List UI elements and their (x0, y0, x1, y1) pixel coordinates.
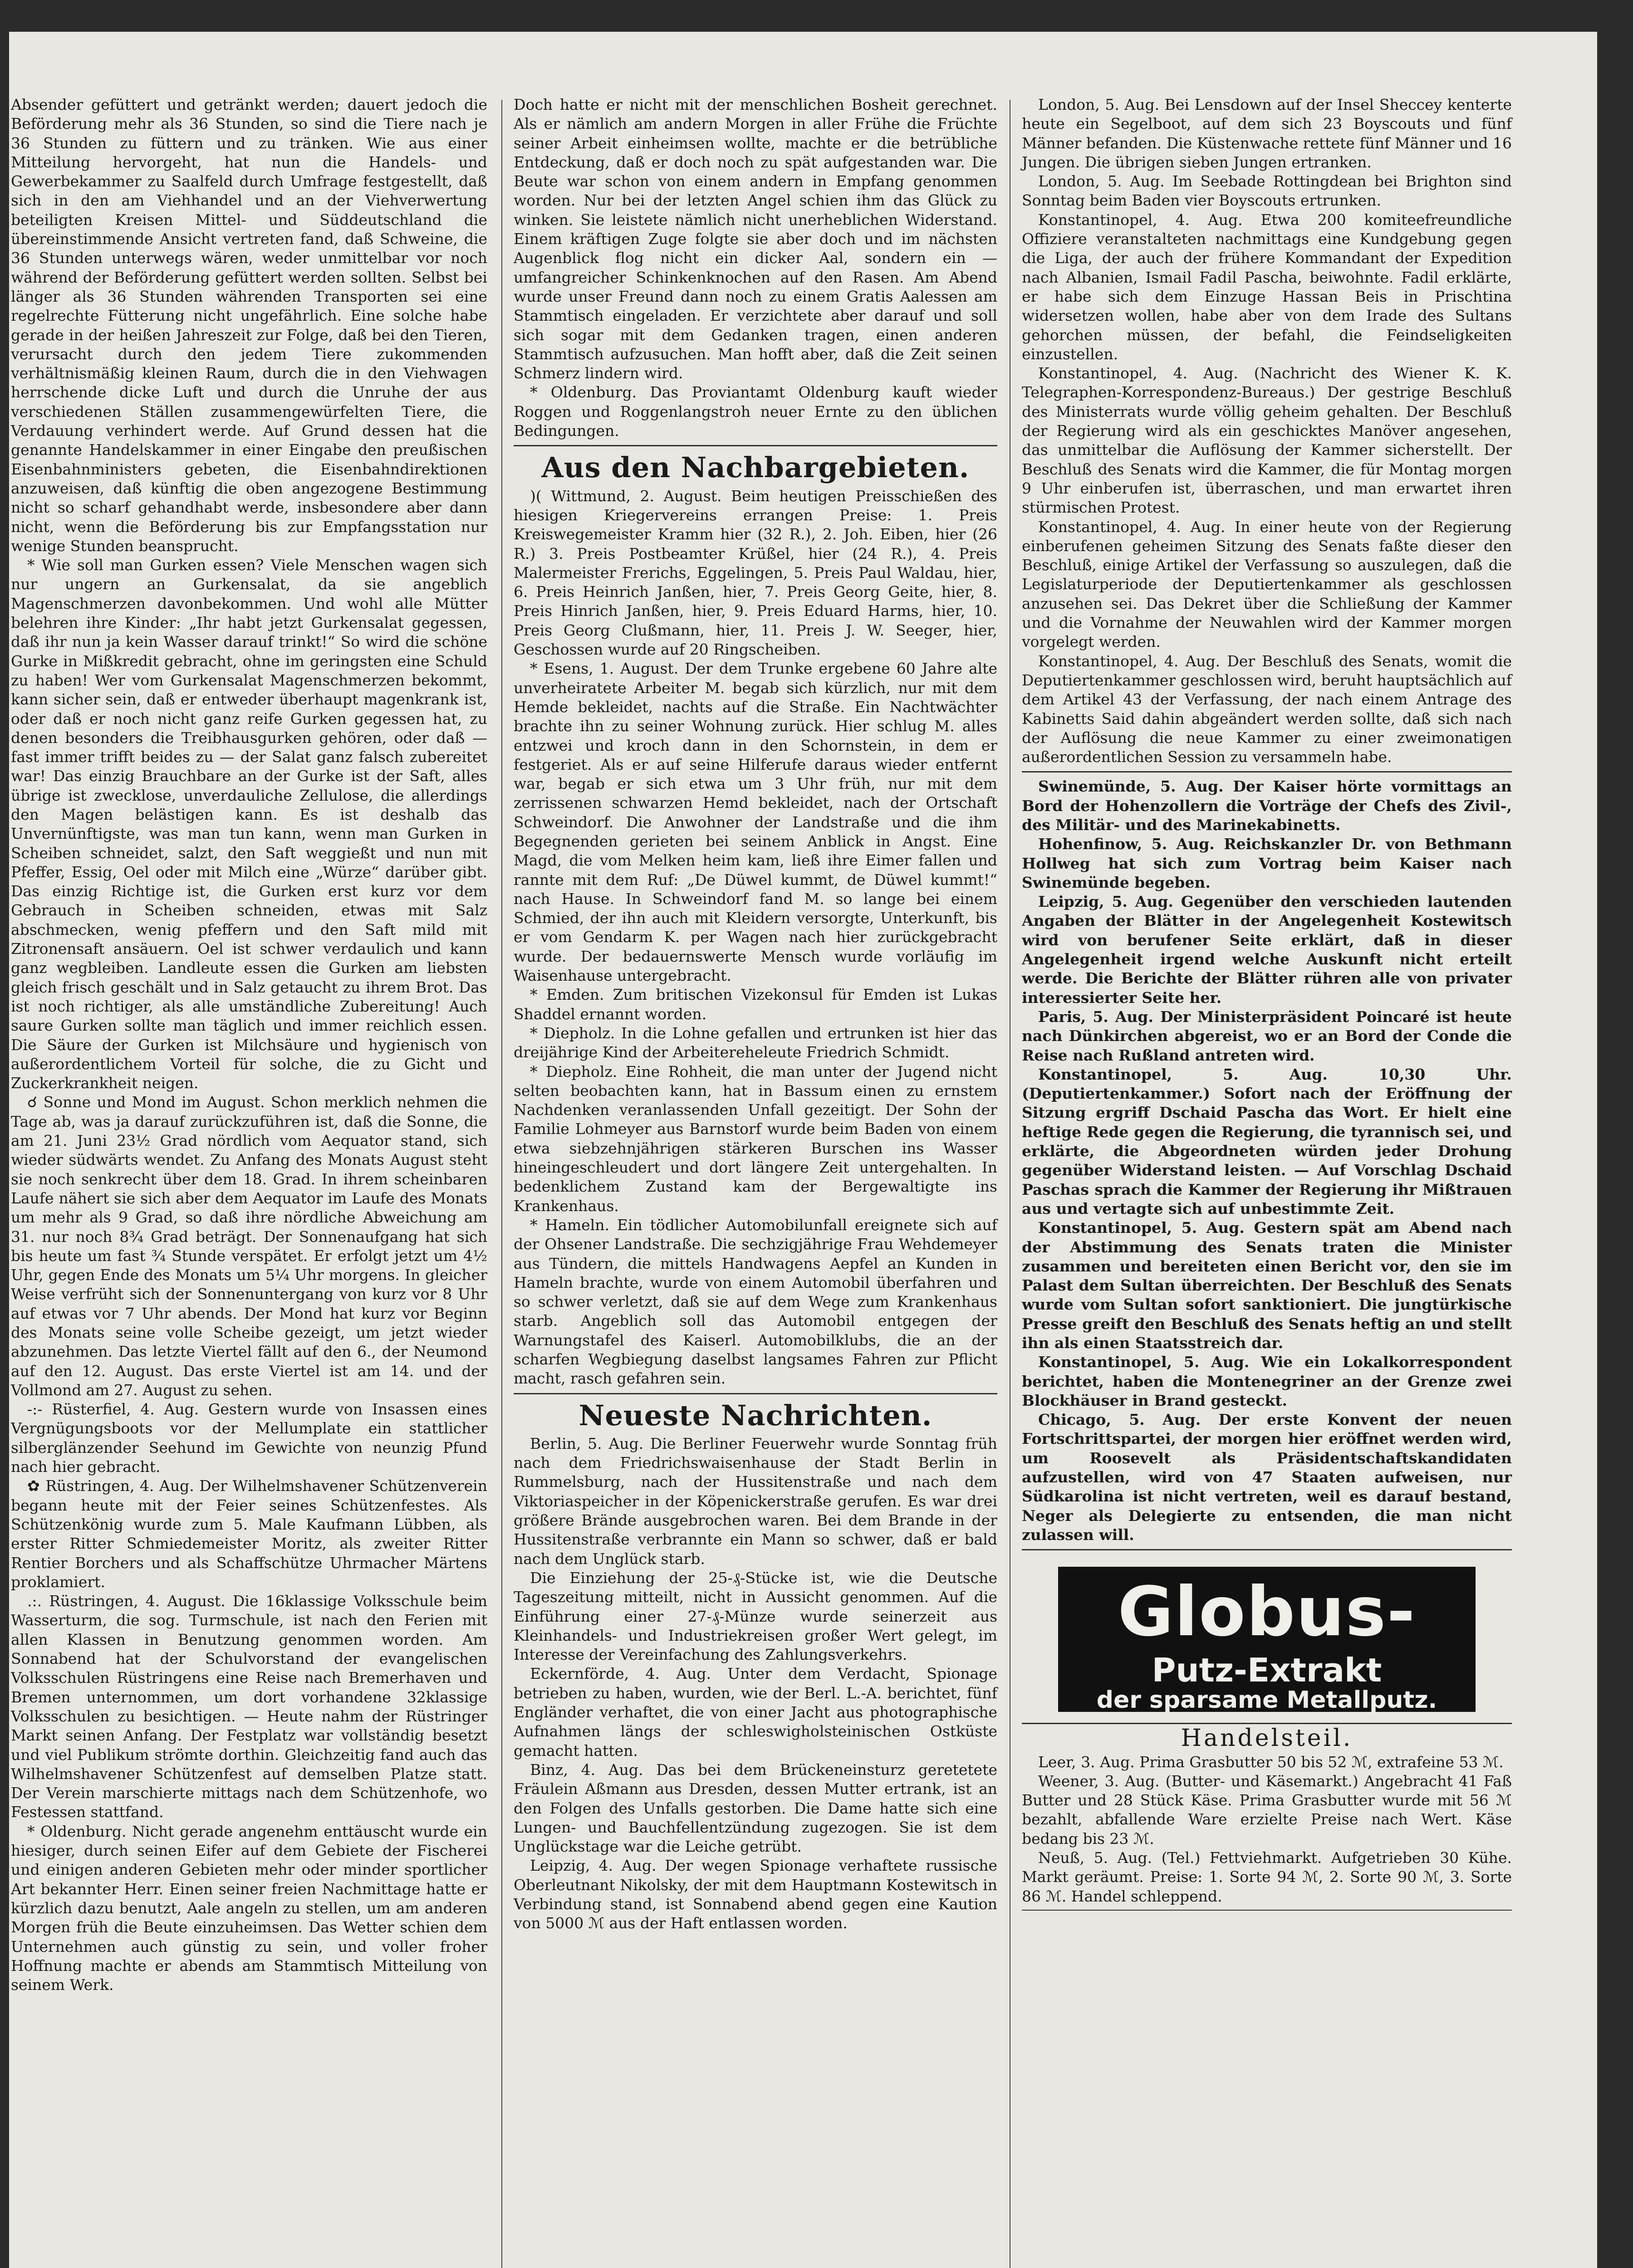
section-heading-nachbargebiete: Aus den Nachbargebieten. (541, 451, 970, 484)
paragraph-weener: Weener, 3. Aug. (Butter- und Käsemarkt.) Angebracht 41 Faß Butter und 28 Stück Käse. Prima Grasbutter wurde mit 56 ℳ bezahlt, abfallende Ware erzielte Preise nach Wert. Käse bedang bis 23 ℳ. (1022, 1772, 1512, 1848)
paragraph-sonne-mond: ☌ Sonne und Mond im August. Schon merklich nehmen die Tage ab, was ja darauf zurückzuführen ist, daß die Sonne, die am 21. Juni 23½ Grad nördlich vom Aequator stand, sich wieder südwärts wendet. Zu Anfang des Monats August steht sie noch senkrecht über dem 18. Grad. In ihrem scheinbaren Laufe nähert sie sich aber dem Aequator im Laufe des Monats um mehr als 9 Grad, so daß ihre nördliche Abweichung am 31. nur noch 8¾ Grad beträgt. Der Sonnenaufgang hat sich bis heute um fast ¾ Stunde verspätet. Er erfolgt jetzt um 4½ Uhr, gegen Ende des Monats um 5¼ Uhr morgens. In gleicher Weise verfrüht sich der Sonnenuntergang von kurz vor 8 Uhr auf etwas vor 7 Uhr abends. Der Mond hat kurz vor Beginn des Monats seine volle Scheibe gezeigt, um jetzt wieder abzunehmen. Das letzte Viertel fällt auf den 6., der Neumond auf den 12. August. Das erste Viertel ist am 14. und der Vollmond am 27. August zu sehen. (11, 1093, 487, 1399)
column-middle (514, 95, 997, 1933)
paragraph-berlin: Berlin, 5. Aug. Die Berliner Feuerwehr wurde Sonntag früh nach dem Friedrichswaisenhause der Stadt Berlin in Rummelsburg, nach der Hussitenstraße und nach dem Viktoriaspeicher in der Köpenickerstraße gerufen. Es war drei größere Brände ausgebrochen waren. Bei dem Brande in der Hussitenstraße verbrannte ein Mann so schwer, daß er bald nach dem Unglück starb. (514, 1434, 997, 1568)
paragraph-london-1: London, 5. Aug. Bei Lensdown auf der Insel Sheccey kenterte heute ein Segelboot, auf dem sich 23 Boyscouts und fünf Männer befanden. Die Küstenwache rettete fünf Männer und 16 Jungen. Die übrigen sieben Jungen ertranken. (1022, 96, 1512, 171)
paragraph-konstantinopel-5: Konstantinopel, 5. Aug. 10,30 Uhr. (Deputiertenkammer.) Sofort nach der Eröffnung der Sitzung ergriff Dschaid Pascha das Wort. Er hielt eine heftige Rede gegen die Regierung, die tyrannisch sei, und erklärte, die Abgeordneten würden jeder Drohung gegenüber Widerstand leisten. — Auf Vorschlag Dschaid Paschas sprach die Kammer der Regierung ihr Mißtrauen aus und vertagte sich auf unbestimmte Zeit. (1022, 1065, 1512, 1217)
paragraph-proviantamt: * Oldenburg. Das Proviantamt Oldenburg kauft wieder Roggen und Roggenlangstroh neuer Ernte zu den üblichen Bedingungen. (514, 383, 997, 440)
paragraph-ruestringen-schuetzen: ✿ Rüstringen, 4. Aug. Der Wilhelmshavener Schützenverein begann heute mit der Feier seines Schützenfestes. Als Schützenkönig wurde zum 5. Male Kaufmann Lübben, als erster Ritter Schmiedemeister Moritz, als zweiter Ritter Rentier Borchers und als Schaffschütze Uhrmacher Märtens proklamiert. (11, 1477, 487, 1591)
scan-top-edge (0, 0, 1633, 32)
paragraph-konstantinopel-2: Konstantinopel, 4. Aug. (Nachricht des Wiener K. K. Telegraphen-Korrespondenz-Bureaus.) Der gestrige Beschluß des Ministerrats wurde völlig geheim gehalten. Der Beschluß der Regierung wird als ein geschicktes Manöver angesehen, das unmittelbar die Auflösung der Kammer sicherstellt. Der Beschluß des Senats wird die Kammer, die für Montag morgen 9 Uhr einberufen ist, überraschen, und man erwartet ihren stürmischen Protest. (1022, 364, 1512, 517)
paragraph-konstantinopel-7: Konstantinopel, 5. Aug. Wie ein Lokalkorrespondent berichtet, haben die Montenegriner an der Grenze zwei Blockhäuser in Brand gesteckt. (1022, 1353, 1512, 1409)
paragraph-ruestringen-schule: .:. Rüstringen, 4. August. Die 16klassige Volksschule beim Wasserturm, die sog. Turmschule, ist nach den Ferien mit allen Klassen in Benutzung genommen worden. Am Sonnabend hat der Schulvorstand der evangelischen Volksschulen Rüstringens eine Reise nach Bremerhaven und Bremen unternommen, um dort vorhandene 32klassige Volksschulen zu besichtigen. — Heute nahm der Rüstringer Markt seinen Anfang. Der Festplatz war vollständig besetzt und viel Publikum strömte dorthin. Gleichzeitig fand auch das Wilhelmshavener Schützenfest auf demselben Platze statt. Der Verein marschierte mittags nach dem Schützenhofe, wo Festessen stattfand. (11, 1592, 487, 1821)
paragraph-swinemuende: Swinemünde, 5. Aug. Der Kaiser hörte vormittags an Bord der Hohenzollern die Vorträge der Chefs des Zivil-, des Militär- und des Marinekabinetts. (1022, 777, 1512, 834)
paragraph-wittmund: )( Wittmund, 2. August. Beim heutigen Preisschießen des hiesigen Kriegervereins errangen Preise: 1. Preis Kreiswegemeister Kramm hier (32 R.), 2. Joh. Eiben, hier (26 R.) 3. Preis Postbeamter Krüßel, hier (24 R.), 4. Preis Malermeister Frerichs, Eggelingen, 5. Preis Paul Waldau, hier, 6. Preis Heinrich Janßen, hier, 7. Preis Georg Geite, hier, 8. Preis Hinrich Janßen, hier, 9. Preis Eduard Harms, hier, 10. Preis Georg Clußmann, hier, 11. Preis J. W. Seeger, hier, Geschossen wurde auf 20 Ringscheiben. (514, 487, 997, 659)
paragraph-hameln: * Hameln. Ein tödlicher Automobilunfall ereignete sich auf der Ohsener Landstraße. Die sechzigjährige Frau Wehdemeyer aus Tündern, die mittels Handwagens Aepfel an Kunden in Hameln brachte, wurde von einem Automobil überfahren und so schwer verletzt, daß sie auf dem Wege zum Krankenhaus starb. Angeblich soll das Automobil entgegen der Warnungstafel des Kaiserl. Automobilklubs, die an der scharfen Wegbiegung daselbst langsames Fahren zur Pflicht macht, rasch gefahren sein. (514, 1216, 997, 1388)
section-rule (514, 1393, 997, 1394)
paragraph-chicago: Chicago, 5. Aug. Der erste Konvent der neuen Fortschrittspartei, der morgen hier eröffnet werden wird, um Roosevelt als Präsidentschaftskandidaten aufzustellen, wird von 47 Staaten aufweisen, nur Südkarolina ist nicht vertreten, weil es darauf bestand, Neger als Delegierte zu entsenden, die man nicht zulassen will. (1022, 1411, 1512, 1544)
paragraph-viehtransport: Absender gefüttert und getränkt werden; dauert jedoch die Beförderung mehr als 36 Stunden, so sind die Tiere nach je 36 Stunden zu füttern und zu tränken. Wie aus einer Mitteilung hervorgeht, hat nun die Handels- und Gewerbekammer zu Saalfeld durch Umfrage festgestellt, daß sich in den am Viehhandel und an der Viehverwertung beteiligten Kreisen Mittel- und Süddeutschland die übereinstimmende Ansicht vertreten fand, daß Schweine, die 36 Stunden unterwegs wären, weder unmittelbar vor noch während der Beförderung gefüttert werden sollten. Selbst bei länger als 36 Stunden währenden Transporten sei eine regelrechte Fütterung nicht ungefährlich. Eine solche habe gerade in der heißen Jahreszeit zur Folge, daß bei den Tieren, verursacht durch den jedem Tiere zukommenden verhältnismäßig kleinen Raum, durch die in den Viehwagen herrschende dicke Luft und durch die Unruhe der aus verschiedenen Ställen zusammengewürfelten Tiere, die Verdauung verhindert werde. Auf Grund dessen hat die genannte Handelskammer in einer Eingabe den preußischen Eisenbahnministers gebeten, die Eisenbahndirektionen anzuweisen, daß künftig die oben angezogene Bestimmung nicht so scharf gehandhabt werde, insbesondere aber dann nicht, wenn die Beförderung bis zur Empfangsstation nur wenige Stunden beansprucht. (11, 96, 487, 555)
paragraph-leer: Leer, 3. Aug. Prima Grasbutter 50 bis 52 ℳ, extrafeine 53 ℳ. (1038, 1753, 1504, 1771)
paragraph-leipzig: Leipzig, 4. Aug. Der wegen Spionage verhaftete russische Oberleutnant Nikolsky, der mit dem Hauptmann Kostewitsch in Verbindung stand, ist Sonnabend abend gegen eine Kaution von 5000 ℳ aus der Haft entlassen worden. (514, 1857, 997, 1932)
paragraph-aal-continued: Doch hatte er nicht mit der menschlichen Bosheit gerechnet. Als er nämlich am andern Morgen in aller Frühe die Früchte seiner Arbeit einheimsen wollte, machte er die betrübliche Entdeckung, daß er doch noch zu spät aufgestanden war. Die Beute war schon von einem andern in Empfang genommen worden. Nur bei der letzten Angel schien ihm das Glück zu winken. Sie leistete nämlich nicht unerheblichen Widerstand. Einem kräftigen Zuge folgte sie aber doch und im nächsten Augenblick flog nicht ein dicker Aal, sondern ein — umfangreicher Schinkenknochen auf den Rasen. Am Abend wurde unser Freund dann noch zu einem Gratis Aalessen am Stammtisch eingeladen. Er verzichtete aber darauf und soll sich sogar mit dem Gedanken tragen, einen anderen Stammtisch aufzusuchen. Man hofft aber, daß die Zeit seinen Schmerz lindern wird. (514, 96, 997, 382)
section-rule (1022, 1549, 1512, 1550)
newspaper-page (9, 32, 1597, 2268)
paragraph-eckernfoerde: Eckernförde, 4. Aug. Unter dem Verdacht, Spionage betrieben zu haben, wurden, wie der Berl. L.-A. berichtet, fünf Engländer verhaftet, die von einer Jacht aus photographische Aufnahmen längs der schleswigholsteinischen Ostküste gemacht hatten. (514, 1665, 997, 1760)
paragraph-emden: * Emden. Zum britischen Vizekonsul für Emden ist Lukas Shaddel ernannt worden. (514, 986, 997, 1023)
paragraph-leipzig-bold: Leipzig, 5. Aug. Gegenüber den verschieden lautenden Angaben der Blätter in der Angelegenheit Kostewitsch wird von berufener Seite erklärt, daß in dieser Angelegenheit irgend welche Auskunft nicht erteilt werde. Die Berichte der Blätter rühren alle von privater interessierter Seite her. (1022, 893, 1512, 1007)
ad-product: Putz-Extrakt (1152, 1651, 1382, 1690)
paragraph-london-2: London, 5. Aug. Im Seebade Rottingdean bei Brighton sind Sonntag beim Baden vier Boyscouts ertrunken. (1022, 172, 1512, 210)
section-rule (1022, 1910, 1512, 1911)
section-heading-handelsteil: Handelsteil. (1181, 1725, 1353, 1752)
column-left (11, 95, 487, 1994)
paragraph-gurken: * Wie soll man Gurken essen? Viele Menschen wagen sich nur ungern an Gurkensalat, da sie angeblich Magenschmerzen davonbekommen. Und wohl alle Mütter belehren ihre Kinder: „Ihr habt jetzt Gurkensalat gegessen, daß ihr nun ja kein Wasser darauf trinkt!“ So wird die schöne Gurke in Mißkredit gebracht, ohne im geringsten eine Schuld zu haben! Wer vom Gurkensalat Magenschmerzen bekommt, kann sicher sein, daß er entweder überhaupt magenkrank ist, oder daß er noch nicht ganz reife Gurken gegessen hat, zu denen besonders die Treibhausgurken gehören, oder daß — fast immer trifft beides zu — der Salat ganz falsch zubereitet war! Das einzig Brauchbare an der Gurke ist der Saft, alles übrige ist zwecklose, unverdauliche Zellulose, die allerdings den Magen belästigen kann. Es ist deshalb das Unvernünftigste, was man tun kann, wenn man Gurken in Scheiben schneidet, salzt, den Saft weggießt und nun mit Pfeffer, Essig, Oel oder mit Milch eine „Würze“ darüber gibt. Das einzig Richtige ist, die Gurken erst kurz vor dem Gebrauch in Scheiben schneiden, etwas mit Salz abschmecken, wenig pfeffern und den Saft mild mit Zitronensaft ansäuern. Oel ist schwer verdaulich und kann ganz wegbleiben. Landleute essen die Gurken am liebsten gleich frisch geschält und in Salz getaucht zu ihrem Brot. Das ist noch richtiger, als alle umständliche Zubereitung! Auch saure Gurken sollte man täglich und immer reichlich essen. Die Säure der Gurken ist Milchsäure und hygienisch von außerordentlichem Vorteil für solche, die zu Gicht und Zuckerkrankheit neigen. (11, 556, 487, 1092)
section-rule (1022, 771, 1512, 772)
paragraph-diepholz-1: * Diepholz. In die Lohne gefallen und ertrunken ist hier das dreijährige Kind der Arbeitereheleute Friedrich Schmidt. (514, 1024, 997, 1061)
paragraph-esens: * Esens, 1. August. Der dem Trunke ergebene 60 Jahre alte unverheiratete Arbeiter M. begab sich kürzlich, nur mit dem Hemde bekleidet, nachts auf die Straße. Ein Nachtwächter brachte ihn zu seiner Wohnung zurück. Hier schlug M. alles entzwei und kroch dann in den Schornstein, in dem er festgeriet. Als er auf seine Hilferufe daraus wieder entfernt war, begab er sich etwa um 3 Uhr früh, nur mit dem zerrissenen schwarzen Hemd bekleidet, nach der Ortschaft Schweindorf. Die Anwohner der Landstraße und die ihm Begegnenden gerieten bei seinem Anblick in Angst. Eine Magd, die vom Melken heim kam, ließ ihre Eimer fallen und rannte mit dem Ruf: „De Düwel kummt, de Düwel kummt!“ nach Hause. In Schweindorf fand M. so lange bei einem Schmied, der ihn auch mit Kleidern versorgte, Unterkunft, bis er vom Gendarm K. per Wagen nach hier zurückgebracht wurde. Der bedauernswerte Mensch wurde vorläufig im Waisenhause untergebracht. (514, 660, 997, 985)
paragraph-hohenfinow: Hohenfinow, 5. Aug. Reichskanzler Dr. von Bethmann Hollweg hat sich zum Vortrag beim Kaiser nach Swinemünde begeben. (1022, 835, 1512, 891)
paragraph-konstantinopel-6: Konstantinopel, 5. Aug. Gestern spät am Abend nach der Abstimmung des Senats traten die Minister zusammen und bereiteten einen Bericht vor, den sie im Palast dem Sultan überreichten. Der Beschluß des Senats wurde vom Sultan sofort sanktioniert. Die jungtürkische Presse greift den Beschluß des Senats heftig an und stellt ihn als einen Staatsstreich dar. (1022, 1219, 1512, 1352)
paragraph-konstantinopel-1: Konstantinopel, 4. Aug. Etwa 200 komiteefreundliche Offiziere veranstalteten nachmittags eine Kundgebung gegen die Liga, der auch der frühere Kommandant der Expedition nach Albanien, Ismail Fadil Pascha, beiwohnte. Fadil erklärte, er habe sich dem Einzuge Hassan Beis in Prischtina widersetzen wollen, habe aber von dem Irade des Sultans gehorchen müssen, der befahl, die Feindseligkeiten einzustellen. (1022, 210, 1512, 363)
ad-brand: Globus- (1118, 1573, 1416, 1652)
paragraph-paris: Paris, 5. Aug. Der Ministerpräsident Poincaré ist heute nach Dünkirchen abgereist, wo er an Bord der Conde die Reise nach Rußland antreten wird. (1022, 1007, 1512, 1064)
section-heading-neueste: Neueste Nachrichten. (579, 1398, 932, 1432)
paragraph-einziehung: Die Einziehung der 25-₰-Stücke ist, wie die Deutsche Tageszeitung mitteilt, nicht in Aussicht genommen. Auf die Einführung einer 27-₰-Münze wurde seinerzeit aus Kleinhandels- und Industriekreisen großer Wert gelegt, im Interesse der Vereinfachung des Zahlungsverkehrs. (514, 1569, 997, 1664)
paragraph-diepholz-2: * Diepholz. Eine Rohheit, die man unter der Jugend nicht selten beobachten kann, hat in Bassum einen zu ernstem Nachdenken veranlassenden Unfall gezeitigt. Der Sohn der Familie Lohmeyer aus Barnstorf wurde beim Baden von einem etwa siebzehnjährigen stärkeren Burschen ins Wasser hineingeschleudert und dort längere Zeit untergehalten. In bedenklichem Zustand kam der Bergewaltigte ins Krankenhaus. (514, 1062, 997, 1215)
paragraph-neuss: Neuß, 5. Aug. (Tel.) Fettviehmarkt. Aufgetrieben 30 Kühe. Markt geräumt. Preise: 1. Sorte 94 ℳ, 2. Sorte 90 ℳ, 3. Sorte 86 ℳ. Handel schleppend. (1022, 1849, 1512, 1905)
paragraph-oldenburg-aal: * Oldenburg. Nicht gerade angenehm enttäuscht wurde ein hiesiger, durch seinen Eifer auf dem Gebiete der Fischerei und einigen anderen Gebieten mehr oder minder sportlicher Art bekannter Herr. Einen seiner freien Nachmittage hatte er kürzlich dazu benutzt, Aale angeln zu stellen, um am anderen Morgen früh die Beute einzuheimsen. Das Wetter schien dem Unternehmen auch günstig zu sein, und voller froher Hoffnung machte er abends am Stammtisch Mitteilung von seinem Werk. (11, 1822, 487, 1994)
paragraph-konstantinopel-3: Konstantinopel, 4. Aug. In einer heute von der Regierung einberufenen geheimen Sitzung des Senats faßte dieser den Beschluß, einige Artikel der Verfassung so auszulegen, daß die Legislaturperiode der Deputiertenkammer als geschlossen anzusehen sei. Das Dekret über die Schließung der Kammer und die Vornahme der Neuwahlen wird der Kammer morgen vorgelegt werden. (1022, 518, 1512, 651)
column-right (1022, 95, 1512, 1914)
section-rule (1022, 1723, 1512, 1724)
advertisement-globus (1058, 1567, 1476, 1712)
paragraph-konstantinopel-4: Konstantinopel, 4. Aug. Der Beschluß des Senats, womit die Deputiertenkammer geschlossen wird, beruht hauptsächlich auf dem Artikel 43 der Verfassung, der nach einem Antrage des Kabinetts Said dahin abgeändert werden sollte, daß sich nach der Auflösung die neue Kammer zu einer zweimonatigen außerordentlichen Session zu versammeln habe. (1022, 652, 1512, 766)
paragraph-ruesterfiel: -:- Rüsterfiel, 4. Aug. Gestern wurde von Insassen eines Vergnügungsboots vor der Mellumplate ein stattlicher silberglänzender Seehund im Gewichte von neunzig Pfund nach hier gebracht. (11, 1400, 487, 1476)
column-divider-1 (501, 100, 502, 2268)
ad-slogan: der sparsame Metallputz. (1096, 1686, 1437, 1714)
section-rule (514, 445, 997, 446)
paragraph-binz: Binz, 4. Aug. Das bei dem Brückeneinsturz geretetete Fräulein Aßmann aus Dresden, dessen Mutter ertrank, ist an den Folgen des Unfalls gestorben. Die Dame hatte sich eine Lungen- und Bauchfellentzündung zugezogen. Sie ist dem Unglückstage war die Leiche getrübt. (514, 1760, 997, 1856)
